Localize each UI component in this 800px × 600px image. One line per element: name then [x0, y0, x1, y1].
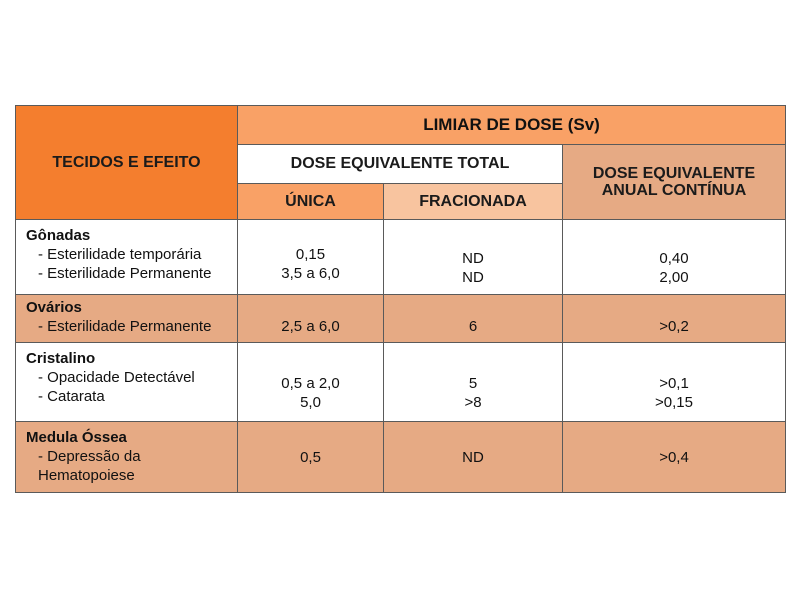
tissue-name: Medula Óssea — [26, 429, 127, 446]
tissue-name: Gônadas — [26, 227, 91, 244]
total-equivalent-dose-header: DOSE EQUIVALENTE TOTAL — [238, 145, 563, 184]
value: 5,0 — [300, 394, 321, 411]
effect-label: - Esterilidade Permanente — [38, 318, 212, 335]
value: 0,15 — [295, 246, 326, 263]
table-row — [16, 220, 786, 295]
value: 6 — [468, 318, 478, 335]
fractionated-dose-cell — [384, 220, 563, 295]
value: 0,40 — [659, 250, 689, 267]
value: ND — [462, 250, 484, 267]
single-dose-cell — [238, 220, 384, 295]
single-dose-cell — [238, 295, 384, 343]
effect-label: - Depressão da — [38, 448, 141, 465]
tissue-cell — [16, 422, 238, 493]
annual-header-line2: ANUAL CONTÍNUA — [601, 182, 747, 199]
dose-threshold-table — [15, 105, 786, 493]
effect-label: - Catarata — [38, 388, 105, 405]
single-dose-cell — [238, 343, 384, 422]
value: 0,5 — [300, 448, 321, 466]
fractionated-dose-cell — [384, 295, 563, 343]
fractionated-dose-cell — [384, 343, 563, 422]
annual-dose-cell — [563, 220, 786, 295]
tissues-effect-header: TECIDOS E EFEITO — [16, 106, 238, 220]
tissue-cell — [16, 343, 238, 422]
tissue-cell — [16, 295, 238, 343]
dose-threshold-header: LIMIAR DE DOSE (Sv) — [238, 106, 786, 145]
annual-dose-cell — [563, 295, 786, 343]
tissue-name: Ovários — [26, 299, 82, 316]
value: >8 — [464, 394, 482, 411]
effect-label: - Esterilidade Permanente — [38, 265, 212, 282]
value: 0,5 a 2,0 — [281, 375, 340, 392]
table-row — [16, 422, 786, 493]
annual-header-line1: DOSE EQUIVALENTE — [592, 165, 756, 182]
value: >0,1 — [659, 375, 689, 392]
single-dose-header: ÚNICA — [238, 184, 384, 220]
effect-label: - Esterilidade temporária — [38, 246, 202, 263]
value: 2,00 — [659, 269, 689, 286]
value: 5 — [468, 375, 478, 392]
value: ND — [462, 448, 484, 466]
annual-dose-cell — [563, 422, 786, 493]
fractionated-dose-header: FRACIONADA — [384, 184, 563, 220]
effect-label: - Opacidade Detectável — [38, 369, 195, 386]
value: >0,15 — [655, 394, 693, 411]
annual-dose-cell — [563, 343, 786, 422]
fractionated-dose-cell — [384, 422, 563, 493]
table-row — [16, 295, 786, 343]
value: ND — [462, 269, 484, 286]
value: >0,2 — [659, 318, 689, 335]
tissue-cell — [16, 220, 238, 295]
value: 3,5 a 6,0 — [281, 265, 340, 282]
effect-label: Hematopoiese — [38, 467, 135, 484]
table-row — [16, 343, 786, 422]
value: >0,4 — [659, 448, 689, 466]
value: 2,5 a 6,0 — [281, 318, 340, 335]
tissue-name: Cristalino — [26, 350, 96, 367]
single-dose-cell — [238, 422, 384, 493]
annual-continuous-dose-header — [563, 145, 786, 220]
